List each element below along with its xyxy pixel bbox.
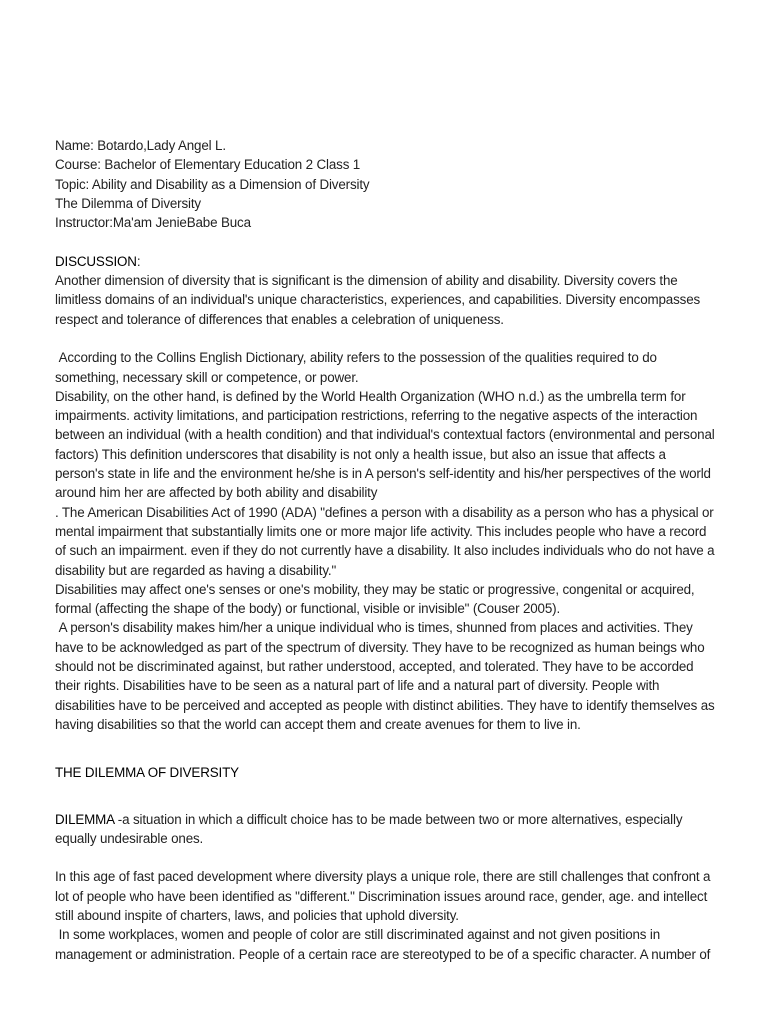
instructor-line: Instructor:Ma'am JenieBabe Buca — [55, 215, 251, 231]
discussion-heading-colon: : — [136, 253, 141, 269]
dilemma-term: DILEMMA — [55, 811, 115, 827]
spacer — [55, 329, 717, 348]
discussion-heading-line — [55, 252, 717, 271]
dilemma-section-heading: THE DILEMMA OF DIVERSITY — [55, 765, 239, 781]
course-line: Course: Bachelor of Elementary Education 2 Class 1 — [55, 157, 361, 173]
discussion-paragraph-5: Disabilities may affect one's senses or one's mobility, they may be static or progressive, congenital or acquired, formal (affecting the shape of the body) or functional, visible or invisible" (Couser 2005). — [55, 581, 695, 617]
discussion-paragraph-6: A person's disability makes him/her a unique individual who is times, shunned from places and activities. They have to be acknowledged as part of the spectrum of diversity. They have to be recognized as human beings who should not be discriminated against, but rather understood, accepted, and tolerated. They have to be accorded their rights. Disabilities have to be seen as a natural part of life and a natural part of diversity. People with disabilities have to be perceived and accepted as people with distinct abilities. They have to identify themselves as having disabilities so that the world can accept them and create avenues for them to live in. — [55, 620, 719, 732]
spacer — [55, 734, 717, 763]
dilemma-paragraph-1: In this age of fast paced development where diversity plays a unique role, there are still challenges that confront a lot of people who have been identified as "different." Discrimination issues around race, gender, age. and intellect still abound inspite of charters, laws, and policies that uphold diversity. — [55, 869, 711, 923]
document-body — [55, 136, 717, 964]
student-name: Name: Botardo,Lady Angel L. — [55, 138, 226, 153]
discussion-paragraph-4: . The American Disabilities Act of 1990 (ADA) "defines a person with a disability as a person who has a physical or mental impairment that substantially limits one or more major life activity. This includes people who have a record of such an impairment. even if they do not currently have a disability. It also includes individuals who do not have a disability but are regarded as having a disability." — [55, 504, 715, 578]
dilemma-definition — [55, 810, 717, 849]
discussion-paragraph-3: Disability, on the other hand, is defined by the World Health Organization (WHO n.d.) as the umbrella term for impairments. activity limitations, and participation restrictions, referring to the negative aspects of the interaction between an individual (with a health condition) and that individual's contextual factors (environmental and personal factors) This definition underscores that disability is not only a health issue, but also an issue that affects a person's state in life and the environment he/she is in A person's self-identity and his/her perspectives of the world around him her are affected by both ability and disability — [55, 388, 715, 501]
spacer — [55, 232, 717, 251]
discussion-heading: DISCUSSION — [55, 253, 137, 269]
discussion-paragraph-2: According to the Collins English Dictionary, ability refers to the possession of the qualities required to do something, necessary skill or competence, or power. — [55, 350, 661, 385]
discussion-paragraph-1: Another dimension of diversity that is significant is the dimension of ability and disability. Diversity covers the limitless domains of an individual's unique characteristics, experiences, and capabilities. Diversity encompasses respect and tolerance of differences that enables a celebration of uniqueness. — [55, 273, 701, 327]
dilemma-definition-text: -a situation in which a difficult choice has to be made between two or more alternatives, especially equally undesirable ones. — [55, 811, 683, 846]
topic-subline: The Dilemma of Diversity — [55, 195, 201, 211]
spacer — [55, 783, 717, 810]
topic-line: Topic: Ability and Disability as a Dimension of Diversity — [55, 176, 370, 192]
spacer — [55, 848, 717, 867]
dilemma-paragraph-2: In some workplaces, women and people of color are still discriminated against and not given positions in management or administration. People of a certain race are stereotyped to be of a specific character. A number of — [55, 927, 711, 962]
